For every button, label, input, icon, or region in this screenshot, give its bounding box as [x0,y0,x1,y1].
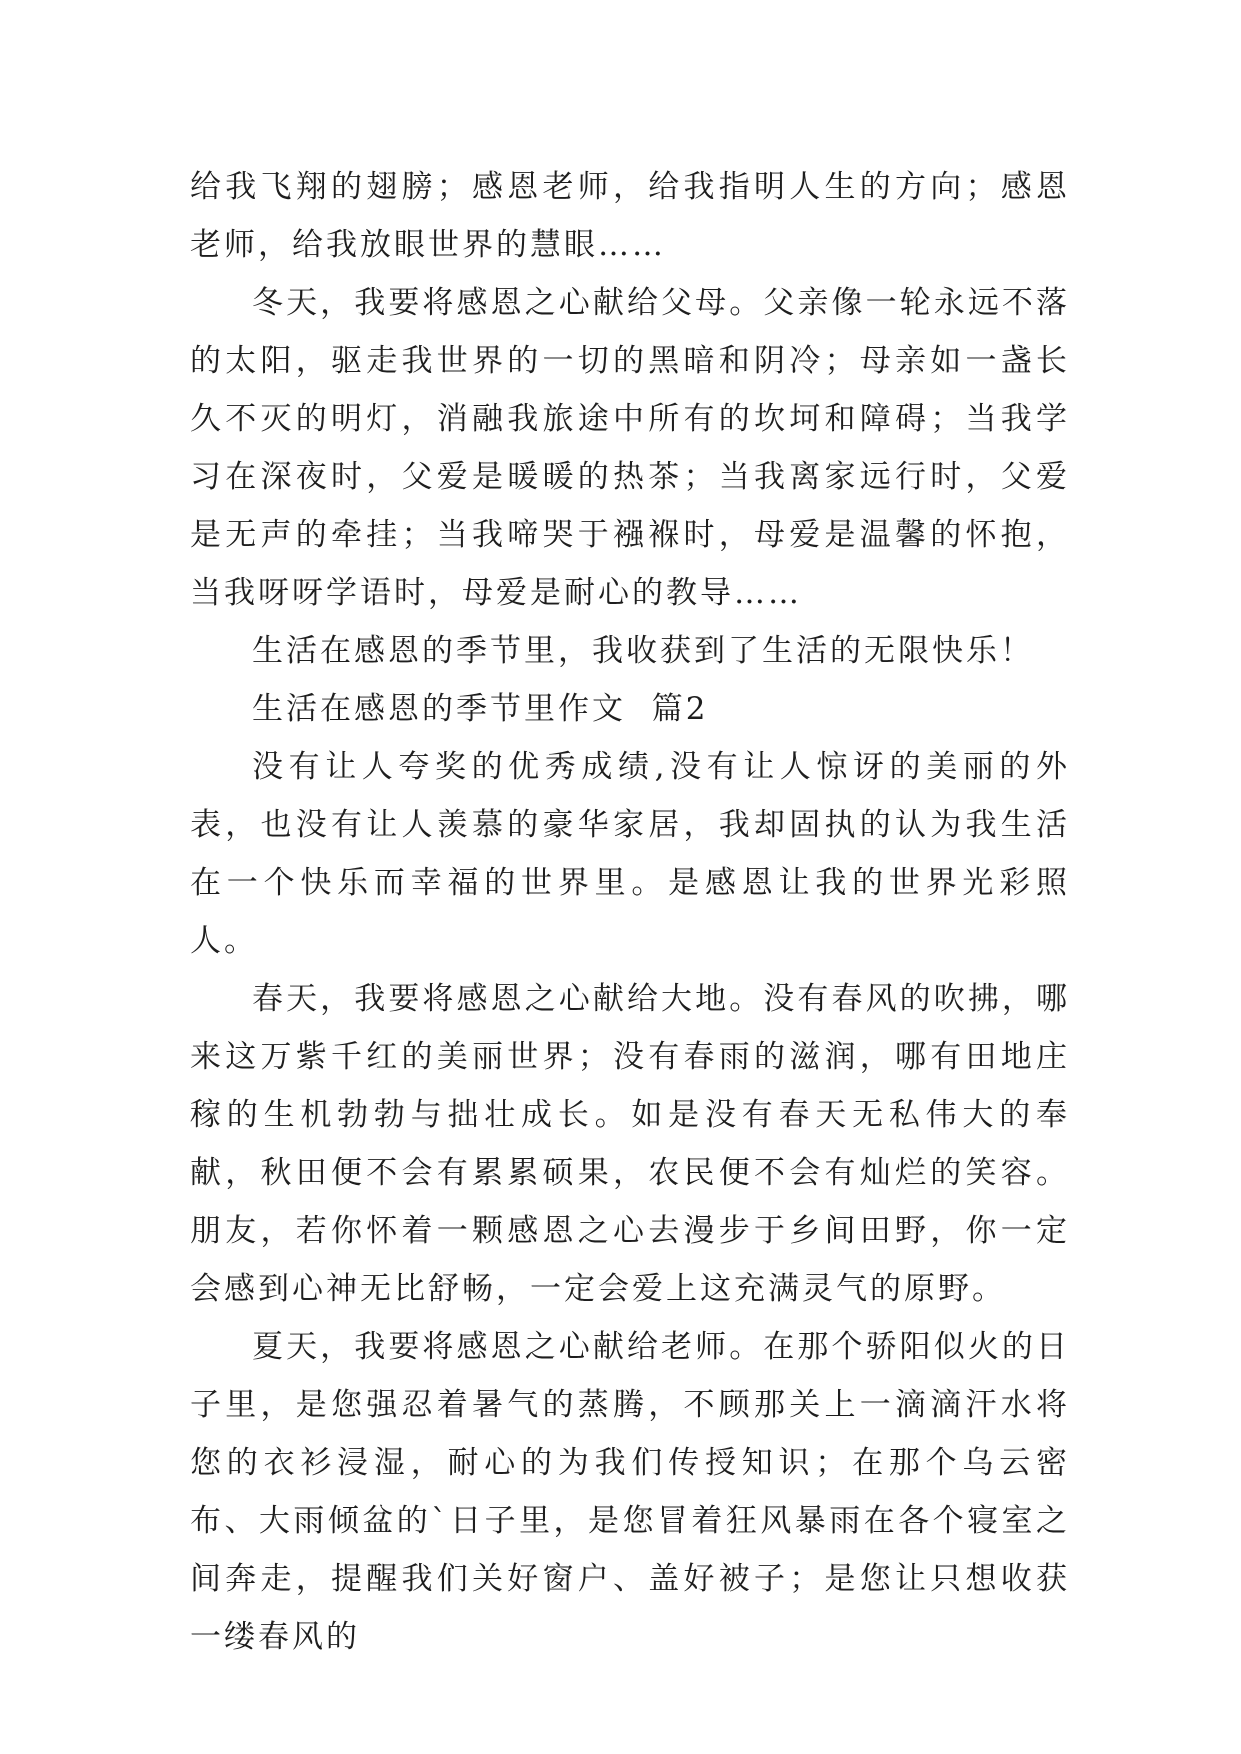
paragraph-3: 生活在感恩的季节里，我收获到了生活的无限快乐！ [252,633,1034,669]
paragraph-7: 夏天，我要将感恩之心献给老师。在那个骄阳似火的日子里，是您强忍着暑气的蒸腾，不顾那关上一滴滴汗水将您的衣衫浸湿，耐心的为我们传授知识；在那个乌云密布、大雨倾盆的`日子里，是您冒着狂风暴雨在各个寝室之间奔走，提醒我们关好窗户、盖好被子；是您让只想收获一缕春风的 [190,1329,1070,1655]
paragraph-5: 没有让人夸奖的优秀成绩,没有让人惊讶的美丽的外表，也没有让人羡慕的豪华家居，我却固执的认为我生活在一个快乐而幸福的世界里。是感恩让我的世界光彩照人。 [190,749,1070,959]
paragraph-1: 给我飞翔的翅膀；感恩老师，给我指明人生的方向；感恩老师，给我放眼世界的慧眼…… [190,169,1070,263]
paragraph-2: 冬天，我要将感恩之心献给父母。父亲像一轮永远不落的太阳，驱走我世界的一切的黑暗和阴冷；母亲如一盏长久不灭的明灯，消融我旅途中所有的坎坷和障碍；当我学习在深夜时，父爱是暖暖的热茶；当我离家远行时，父爱是无声的牵挂；当我啼哭于襁褓时，母爱是温馨的怀抱，当我呀呀学语时，母爱是耐心的教导…… [190,285,1070,611]
paragraph-6: 春天，我要将感恩之心献给大地。没有春风的吹拂，哪来这万紫千红的美丽世界；没有春雨的滋润，哪有田地庄稼的生机勃勃与拙壮成长。如是没有春天无私伟大的奉献，秋田便不会有累累硕果，农民便不会有灿烂的笑容。朋友，若你怀着一颗感恩之心去漫步于乡间田野，你一定会感到心神无比舒畅，一定会爱上这充满灵气的原野。 [190,981,1070,1307]
section-heading: 生活在感恩的季节里作文 篇2 [252,691,709,727]
document-body [190,158,1070,1666]
